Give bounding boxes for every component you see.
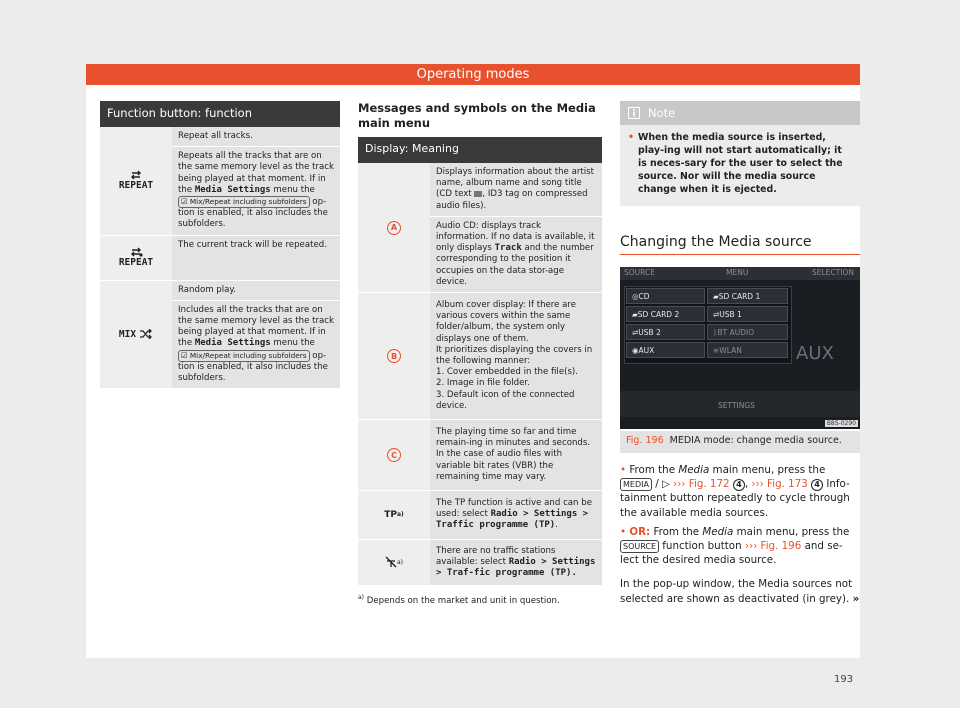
function-table-heading: Function button: function bbox=[100, 101, 340, 127]
function-desc: The current track will be repeated. bbox=[172, 236, 340, 280]
display-row-tp bbox=[358, 491, 602, 540]
popup-info: In the pop-up window, the Media sources not selected are shown as deactivated (in grey). » bbox=[620, 578, 860, 605]
manual-page bbox=[86, 64, 860, 658]
note-heading: Note bbox=[620, 101, 860, 125]
display-row-a bbox=[358, 163, 602, 293]
repeat-one-icon bbox=[129, 247, 143, 257]
page-number: 193 bbox=[834, 674, 854, 685]
display-row-no-tp bbox=[358, 540, 602, 587]
function-label bbox=[100, 127, 172, 235]
function-label-text: REPEAT bbox=[118, 257, 154, 269]
source-sd1: ▰ SD CARD 1 bbox=[707, 288, 788, 304]
continue-mark: » bbox=[852, 592, 860, 605]
function-desc: Random play. bbox=[172, 281, 340, 301]
marker-a: A bbox=[387, 221, 401, 235]
function-label bbox=[100, 281, 172, 389]
bluetooth-icon: ᛒ bbox=[713, 327, 718, 337]
source-sd2: ▰ SD CARD 2 bbox=[626, 306, 705, 322]
function-table bbox=[100, 101, 340, 389]
note-text: • When the media source is inserted, play-ing will not start automatically; it is neces-sary for the user to select the source. Nor will the media source change when it is ejected. bbox=[628, 132, 843, 195]
display-desc: There are no traffic stations available: select Radio > Settings > Traf-fic programme (TP). bbox=[430, 540, 602, 586]
screen-tab-selection: SELECTION bbox=[812, 268, 854, 277]
marker-b: B bbox=[387, 349, 401, 363]
marker-c: C bbox=[387, 448, 401, 462]
aux-icon: ◉ bbox=[632, 345, 639, 355]
shuffle-icon bbox=[139, 329, 153, 339]
step-1: • From the Media main menu, press the MEDIA / ▷ ››› Fig. 172 4 , ››› Fig. 173 4 Info-tainment button repeatedly to cycle through the available media sources. bbox=[620, 464, 850, 519]
function-row-mix bbox=[100, 281, 340, 390]
source-button-label: SOURCE bbox=[620, 540, 659, 553]
step-2: • OR: From the Media main menu, press the SOURCE function button ››› Fig. 196 and se-lect the desired media source. bbox=[620, 525, 850, 567]
figure-caption: Fig. 196 MEDIA mode: change media source. bbox=[620, 431, 860, 453]
screen-tab-source: SOURCE bbox=[624, 268, 655, 277]
section-title: Changing the Media source bbox=[620, 234, 860, 255]
screen-big-label: AUX bbox=[796, 343, 834, 364]
display-table-heading: Display: Meaning bbox=[358, 137, 602, 163]
display-desc: Displays information about the artist name, album name and song title (CD text , ID3 tag on compressed audio files). bbox=[430, 163, 602, 217]
figure-code: B8S-0290 bbox=[826, 420, 856, 427]
function-desc: Includes all the tracks that are on the same memory level as the track being played at that moment. If in the Media Settings menu the ☑ Mix/Repeat including subfolders op-tion is enabled, it also includes the subfolders. bbox=[172, 301, 340, 388]
messages-section bbox=[358, 101, 602, 606]
usb-icon: ⇌ bbox=[713, 309, 720, 319]
page-header: Operating modes bbox=[86, 64, 860, 85]
function-desc: Repeats all the tracks that are on the same memory level as the track being played at that moment. If in the Media Settings menu the ☑ Mix/Repeat including subfolders op-tion is enabled, it also includes the subfolders. bbox=[172, 147, 340, 234]
display-desc: Album cover display: If there are various covers within the same folder/album, the system only displays one of them. It prioritizes displaying the covers in the following manner: 1. Cover embedded in the file(s). 2. Image in file folder. 3. Default icon of the connected device. bbox=[430, 293, 602, 419]
checkbox-option-chip: ☑ Mix/Repeat including subfolders bbox=[178, 350, 310, 362]
source-usb1: ⇌ USB 1 bbox=[707, 306, 788, 322]
source-wlan: ≋ WLAN bbox=[707, 342, 788, 358]
screen-settings: SETTINGS bbox=[718, 401, 755, 410]
sd-icon: ▰ bbox=[632, 309, 638, 319]
repeat-all-icon bbox=[129, 170, 143, 180]
info-icon bbox=[628, 107, 640, 119]
source-aux: ◉ AUX bbox=[626, 342, 705, 358]
function-label-text: MIX bbox=[118, 328, 137, 340]
display-desc: The playing time so far and time remain-ing in minutes and seconds. In the case of audio files with variable bit rates (VBR) the remaining time may vary. bbox=[430, 420, 602, 490]
display-row-c bbox=[358, 420, 602, 491]
function-label-text: REPEAT bbox=[118, 180, 154, 192]
usb-icon: ⇌ bbox=[632, 327, 639, 337]
source-usb2: ⇌ USB 2 bbox=[626, 324, 705, 340]
function-label bbox=[100, 236, 172, 280]
media-button-icon: MEDIA bbox=[620, 478, 652, 491]
display-desc: The TP function is active and can be used: select Radio > Settings > Traffic programme (TP). bbox=[430, 491, 602, 539]
function-row-repeat-all bbox=[100, 127, 340, 236]
function-desc: Repeat all tracks. bbox=[172, 127, 340, 147]
tp-label: TP a) bbox=[358, 491, 430, 539]
tp-crossed-icon bbox=[385, 556, 397, 568]
checkbox-option-chip: ☑ Mix/Repeat including subfolders bbox=[178, 196, 310, 208]
screen-tab-menu: MENU bbox=[726, 268, 749, 277]
wifi-icon: ≋ bbox=[713, 345, 720, 355]
right-column bbox=[620, 101, 860, 606]
footnote: $^{a)}$ Depends on the market and unit in question. bbox=[358, 594, 560, 607]
display-desc: Audio CD: displays track information. If no data is available, it only displays Track and the number corresponding to the position it occupies on the data stor-age device. bbox=[430, 217, 602, 292]
function-row-repeat-one bbox=[100, 236, 340, 281]
note-box bbox=[620, 101, 860, 206]
no-tp-label: a) bbox=[358, 540, 430, 586]
disc-icon: ◎ bbox=[632, 291, 639, 301]
sd-icon: ▰ bbox=[713, 291, 719, 301]
source-bt-audio: ᛒ BT AUDIO bbox=[707, 324, 788, 340]
play-icon: ▷ bbox=[661, 478, 670, 491]
display-row-b bbox=[358, 293, 602, 420]
media-source-screenshot bbox=[620, 267, 860, 429]
source-cd: ◎ CD bbox=[626, 288, 705, 304]
messages-heading: Messages and symbols on the Media main menu bbox=[358, 101, 596, 130]
